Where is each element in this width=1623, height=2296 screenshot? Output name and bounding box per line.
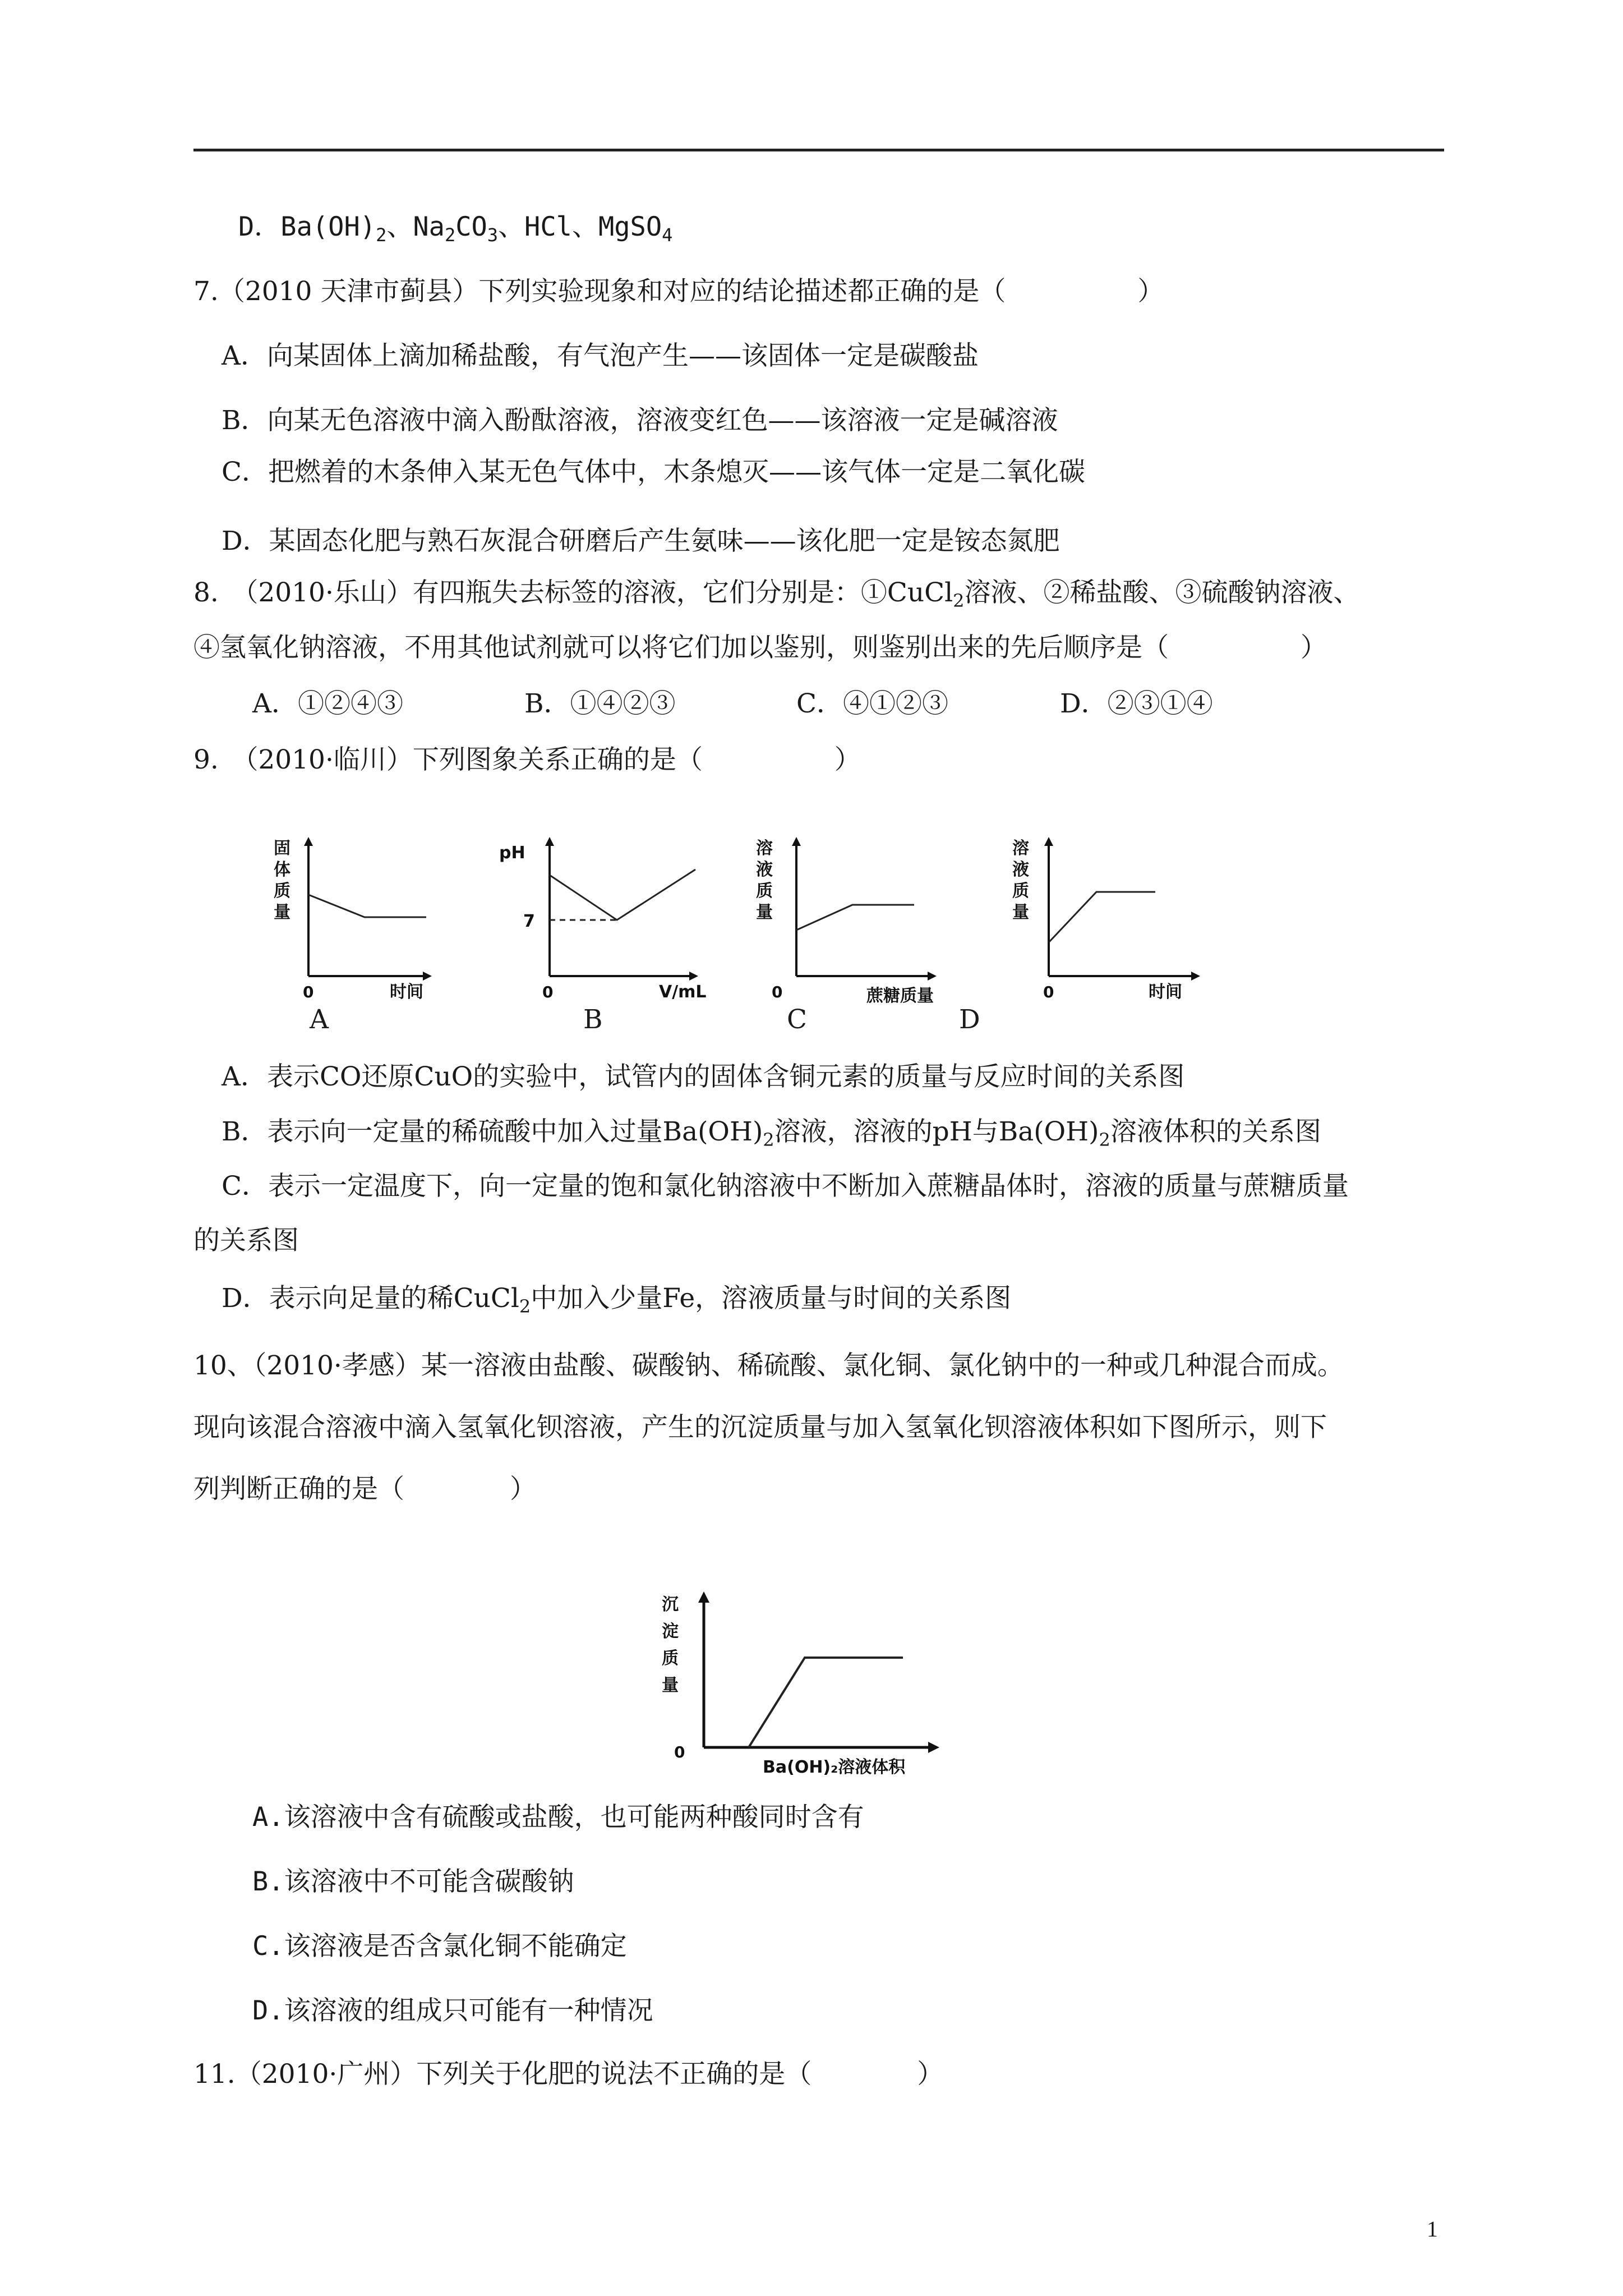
graph-a-ylabel-4: 量 <box>274 903 291 922</box>
q10-stem-line2: 现向该混合溶液中滴入氢氧化钡溶液，产生的沉淀质量与加入氢氧化钡溶液体积如下图所示，则下 <box>193 1412 1327 1443</box>
graph-b-xlabel: V/mL <box>659 982 707 1002</box>
q9-graph-a <box>264 836 449 1001</box>
graph-a-xlabel: 时间 <box>390 982 423 1002</box>
graph-d-ylabel-3: 质 <box>1012 881 1029 901</box>
q10-origin: 0 <box>674 1743 685 1761</box>
graph-d-origin: 0 <box>1043 983 1054 1001</box>
q9-graph-b <box>496 836 709 1001</box>
q10-stem-line1: 10、（2010·孝感）某一溶液由盐酸、碳酸钠、稀硫酸、氯化铜、氯化钠中的一种或几种混合而成。 <box>193 1350 1344 1381</box>
q6-option-d: D．$Ba(OH)_2$、$Na_2CO_3$、HCl、MgSO$_4$ <box>238 211 673 246</box>
q8-option-c: C．④①②③ <box>796 688 948 719</box>
graph-d-ylabel-2: 液 <box>1012 860 1029 880</box>
graph-c-origin: 0 <box>772 983 783 1001</box>
graph-letter-c: C <box>787 1004 807 1035</box>
q9-stem: 9. （2010·临川）下列图象关系正确的是（ ） <box>193 744 861 775</box>
graph-b-ytick-7: 7 <box>523 912 535 931</box>
q10-stem-line3: 列判断正确的是（ ） <box>193 1474 536 1504</box>
q8-stem-line2: ④氢氧化钠溶液，不用其他试剂就可以将它们加以鉴别，则鉴别出来的先后顺序是（ ） <box>193 632 1327 663</box>
q10-ylabel-3: 质 <box>662 1649 679 1668</box>
graph-letter-a: A <box>310 1004 329 1035</box>
graph-d-ylabel-4: 量 <box>1012 903 1029 922</box>
q9-graph-d <box>1004 836 1228 1001</box>
q10-option-d: D.该溶液的组成只可能有一种情况 <box>252 1995 653 2026</box>
q9-option-a: A．表示CO还原CuO的实验中，试管内的固体含铜元素的质量与反应时间的关系图 <box>222 1061 1185 1092</box>
q8-option-d: D．②③①④ <box>1060 688 1213 719</box>
graph-c-ylabel-3: 质 <box>756 881 773 901</box>
graph-a-ylabel-1: 固 <box>274 839 291 858</box>
q10-ylabel-4: 量 <box>662 1676 679 1695</box>
q7-option-d: D．某固态化肥与熟石灰混合研磨后产生氨味——该化肥一定是铵态氮肥 <box>222 526 1060 556</box>
q11-stem: 11.（2010·广州）下列关于化肥的说法不正确的是（ ） <box>193 2059 944 2090</box>
graph-c-ylabel-2: 液 <box>756 860 773 880</box>
graph-b-origin: 0 <box>542 983 554 1001</box>
graph-c-ylabel-4: 量 <box>756 903 773 922</box>
q7-option-c: C．把燃着的木条伸入某无色气体中，木条熄灭——该气体一定是二氧化碳 <box>222 457 1085 487</box>
q9-option-c-line1: C．表示一定温度下，向一定量的饱和氯化钠溶液中不断加入蔗糖晶体时，溶液的质量与蔗糖质量 <box>222 1171 1349 1202</box>
q10-ylabel-2: 淀 <box>662 1622 679 1641</box>
graph-b-ylabel: pH <box>499 843 525 863</box>
q9-graph-c <box>751 836 965 1006</box>
q7-option-a: A．向某固体上滴加稀盐酸，有气泡产生——该固体一定是碳酸盐 <box>222 341 979 371</box>
graph-letter-d: D <box>959 1004 980 1035</box>
graph-c-ylabel-1: 溶 <box>756 839 773 858</box>
q8-option-b: B．①④②③ <box>524 688 676 719</box>
graph-letter-b: B <box>583 1004 603 1035</box>
graph-a-ylabel-2: 体 <box>274 860 291 880</box>
q9-option-c-line2: 的关系图 <box>193 1225 299 1256</box>
graph-d-xlabel: 时间 <box>1149 982 1182 1002</box>
q8-option-a: A．①②④③ <box>252 688 403 719</box>
q10-graph <box>651 1579 965 1783</box>
graph-d-ylabel-1: 溶 <box>1012 839 1029 858</box>
graph-a-origin: 0 <box>303 983 314 1001</box>
q10-option-c: C.该溶液是否含氯化铜不能确定 <box>252 1931 627 1962</box>
header-rule <box>193 149 1444 151</box>
graph-c-xlabel: 蔗糖质量 <box>866 986 934 1006</box>
page-number: 1 <box>1427 2216 1438 2242</box>
q7-stem: 7.（2010 天津市蓟县）下列实验现象和对应的结论描述都正确的是（ ） <box>193 276 1164 307</box>
q8-stem-line1: 8. （2010·乐山）有四瓶失去标签的溶液，它们分别是：①CuCl$_2$溶液、②稀盐酸、③硫酸钠溶液、 <box>193 577 1360 611</box>
q9-option-d: D．表示向足量的稀CuCl$_2$中加入少量Fe，溶液质量与时间的关系图 <box>222 1283 1012 1317</box>
q10-option-a: A.该溶液中含有硫酸或盐酸，也可能两种酸同时含有 <box>252 1802 864 1833</box>
q10-option-b: B.该溶液中不可能含碳酸钠 <box>252 1866 574 1897</box>
q9-option-b: B．表示向一定量的稀硫酸中加入过量$Ba(OH)_2$溶液，溶液的pH与$Ba(OH)_2$溶液体积的关系图 <box>222 1116 1321 1151</box>
graph-a-ylabel-3: 质 <box>274 881 291 901</box>
q7-option-b: B．向某无色溶液中滴入酚酞溶液，溶液变红色——该溶液一定是碱溶液 <box>222 405 1058 436</box>
q10-ylabel-1: 沉 <box>662 1595 679 1614</box>
q10-xlabel: Ba(OH)₂溶液体积 <box>763 1757 906 1777</box>
